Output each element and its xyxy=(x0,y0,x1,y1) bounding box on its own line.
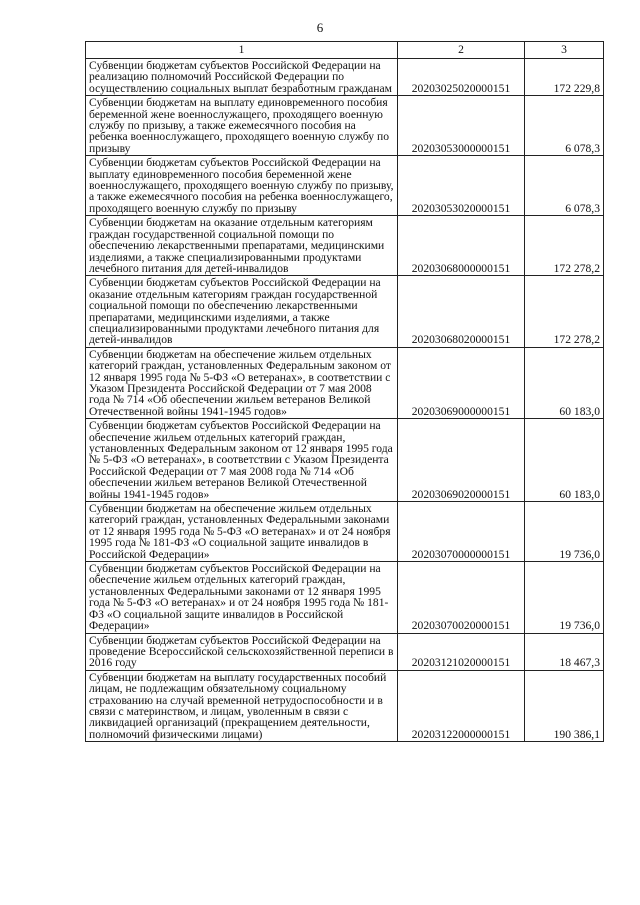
row-name: Субвенции бюджетам субъектов Российской Федерации на выплату единовременного пособия беременной жене военнослужащего, проходящего военную службу по призыву, а также ежемесячного пособия на ребенка военнослужащего, проходящего военную службу по призыву xyxy=(86,156,398,216)
row-code: 20203068020000151 xyxy=(398,276,525,347)
table-row xyxy=(86,670,604,741)
row-code: 20203069000000151 xyxy=(398,347,525,418)
row-amount: 172 278,2 xyxy=(525,276,604,347)
row-amount: 6 078,3 xyxy=(525,156,604,216)
row-amount: 19 736,0 xyxy=(525,502,604,562)
row-code: 20203025020000151 xyxy=(398,59,525,96)
table-row xyxy=(86,633,604,670)
row-name: Субвенции бюджетам субъектов Российской Федерации на обеспечение жильем отдельных категорий граждан, установленных Федеральным законом от 12 января 1995 года № 5-ФЗ «О ветеранах», в соответствии с Указом Президента Российской Федерации от 7 мая 2008 года № 714 «Об обеспечении жильем ветеранов Великой Отечественной войны 1941-1945 годов» xyxy=(86,419,398,502)
table-header-row xyxy=(86,42,604,59)
row-name: Субвенции бюджетам субъектов Российской Федерации на оказание отдельным категориям граждан государственной социальной помощи по обеспечению лекарственными препаратами, медицинскими изделиями, а также специализированными продуктами лечебного питания для детей-инвалидов xyxy=(86,276,398,347)
row-amount: 18 467,3 xyxy=(525,633,604,670)
row-code: 20203122000000151 xyxy=(398,670,525,741)
table-row xyxy=(86,59,604,96)
row-code: 20203070020000151 xyxy=(398,562,525,633)
row-amount: 190 386,1 xyxy=(525,670,604,741)
table-row xyxy=(86,419,604,502)
row-amount: 60 183,0 xyxy=(525,419,604,502)
table-row xyxy=(86,562,604,633)
row-code: 20203068000000151 xyxy=(398,216,525,276)
table-row xyxy=(86,156,604,216)
row-name: Субвенции бюджетам субъектов Российской Федерации на обеспечение жильем отдельных категорий граждан, установленных Федеральными законами от 12 января 1995 года № 5-ФЗ «О ветеранах» и от 24 ноября 1995 года № 181-ФЗ «О социальной защите инвалидов в Российской Федерации» xyxy=(86,562,398,633)
header-column-name: 1 xyxy=(86,42,398,59)
row-amount: 172 278,2 xyxy=(525,216,604,276)
row-name: Субвенции бюджетам на обеспечение жильем отдельных категорий граждан, установленных Федеральным законом от 12 января 1995 года № 5-ФЗ «О ветеранах», в соответствии с Указом Президента Российской Федерации от 7 мая 2008 года № 714 «Об обеспечении жильем ветеранов Великой Отечественной войны 1941-1945 годов» xyxy=(86,347,398,418)
table-row xyxy=(86,347,604,418)
row-name: Субвенции бюджетам субъектов Российской Федерации на проведение Всероссийской сельскохозяйственной переписи в 2016 году xyxy=(86,633,398,670)
row-code: 20203070000000151 xyxy=(398,502,525,562)
row-amount: 6 078,3 xyxy=(525,96,604,156)
row-name: Субвенции бюджетам субъектов Российской Федерации на реализацию полномочий Российской Федерации по осуществлению социальных выплат безработным гражданам xyxy=(86,59,398,96)
row-amount: 60 183,0 xyxy=(525,347,604,418)
table-row xyxy=(86,216,604,276)
row-name: Субвенции бюджетам на выплату государственных пособий лицам, не подлежащим обязательному социальному страхованию на случай временной нетрудоспособности и в связи с материнством, и лицам, уволенным в связи с ликвидацией организаций (прекращением деятельности, полномочий физическими лицами) xyxy=(86,670,398,741)
row-code: 20203069020000151 xyxy=(398,419,525,502)
row-name: Субвенции бюджетам на оказание отдельным категориям граждан государственной социальной помощи по обеспечению лекарственными препаратами, медицинскими изделиями, а также специализированными продуктами лечебного питания для детей-инвалидов xyxy=(86,216,398,276)
row-code: 20203121020000151 xyxy=(398,633,525,670)
row-code: 20203053020000151 xyxy=(398,156,525,216)
row-amount: 172 229,8 xyxy=(525,59,604,96)
page-number: 6 xyxy=(316,20,324,35)
header-column-amount: 3 xyxy=(525,42,604,59)
table-row xyxy=(86,502,604,562)
header-column-code: 2 xyxy=(398,42,525,59)
row-name: Субвенции бюджетам на выплату единовременного пособия беременной жене военнослужащего, проходящего военную службу по призыву, а также ежемесячного пособия на ребенка военнослужащего, проходящего военную службу по призыву xyxy=(86,96,398,156)
table-row xyxy=(86,276,604,347)
table-row xyxy=(86,96,604,156)
row-name: Субвенции бюджетам на обеспечение жильем отдельных категорий граждан, установленных Федеральными законами от 12 января 1995 года № 5-ФЗ «О ветеранах» и от 24 ноября 1995 года № 181-ФЗ «О социальной защите инвалидов в Российской Федерации» xyxy=(86,502,398,562)
row-amount: 19 736,0 xyxy=(525,562,604,633)
row-code: 20203053000000151 xyxy=(398,96,525,156)
subvention-table xyxy=(85,41,604,742)
